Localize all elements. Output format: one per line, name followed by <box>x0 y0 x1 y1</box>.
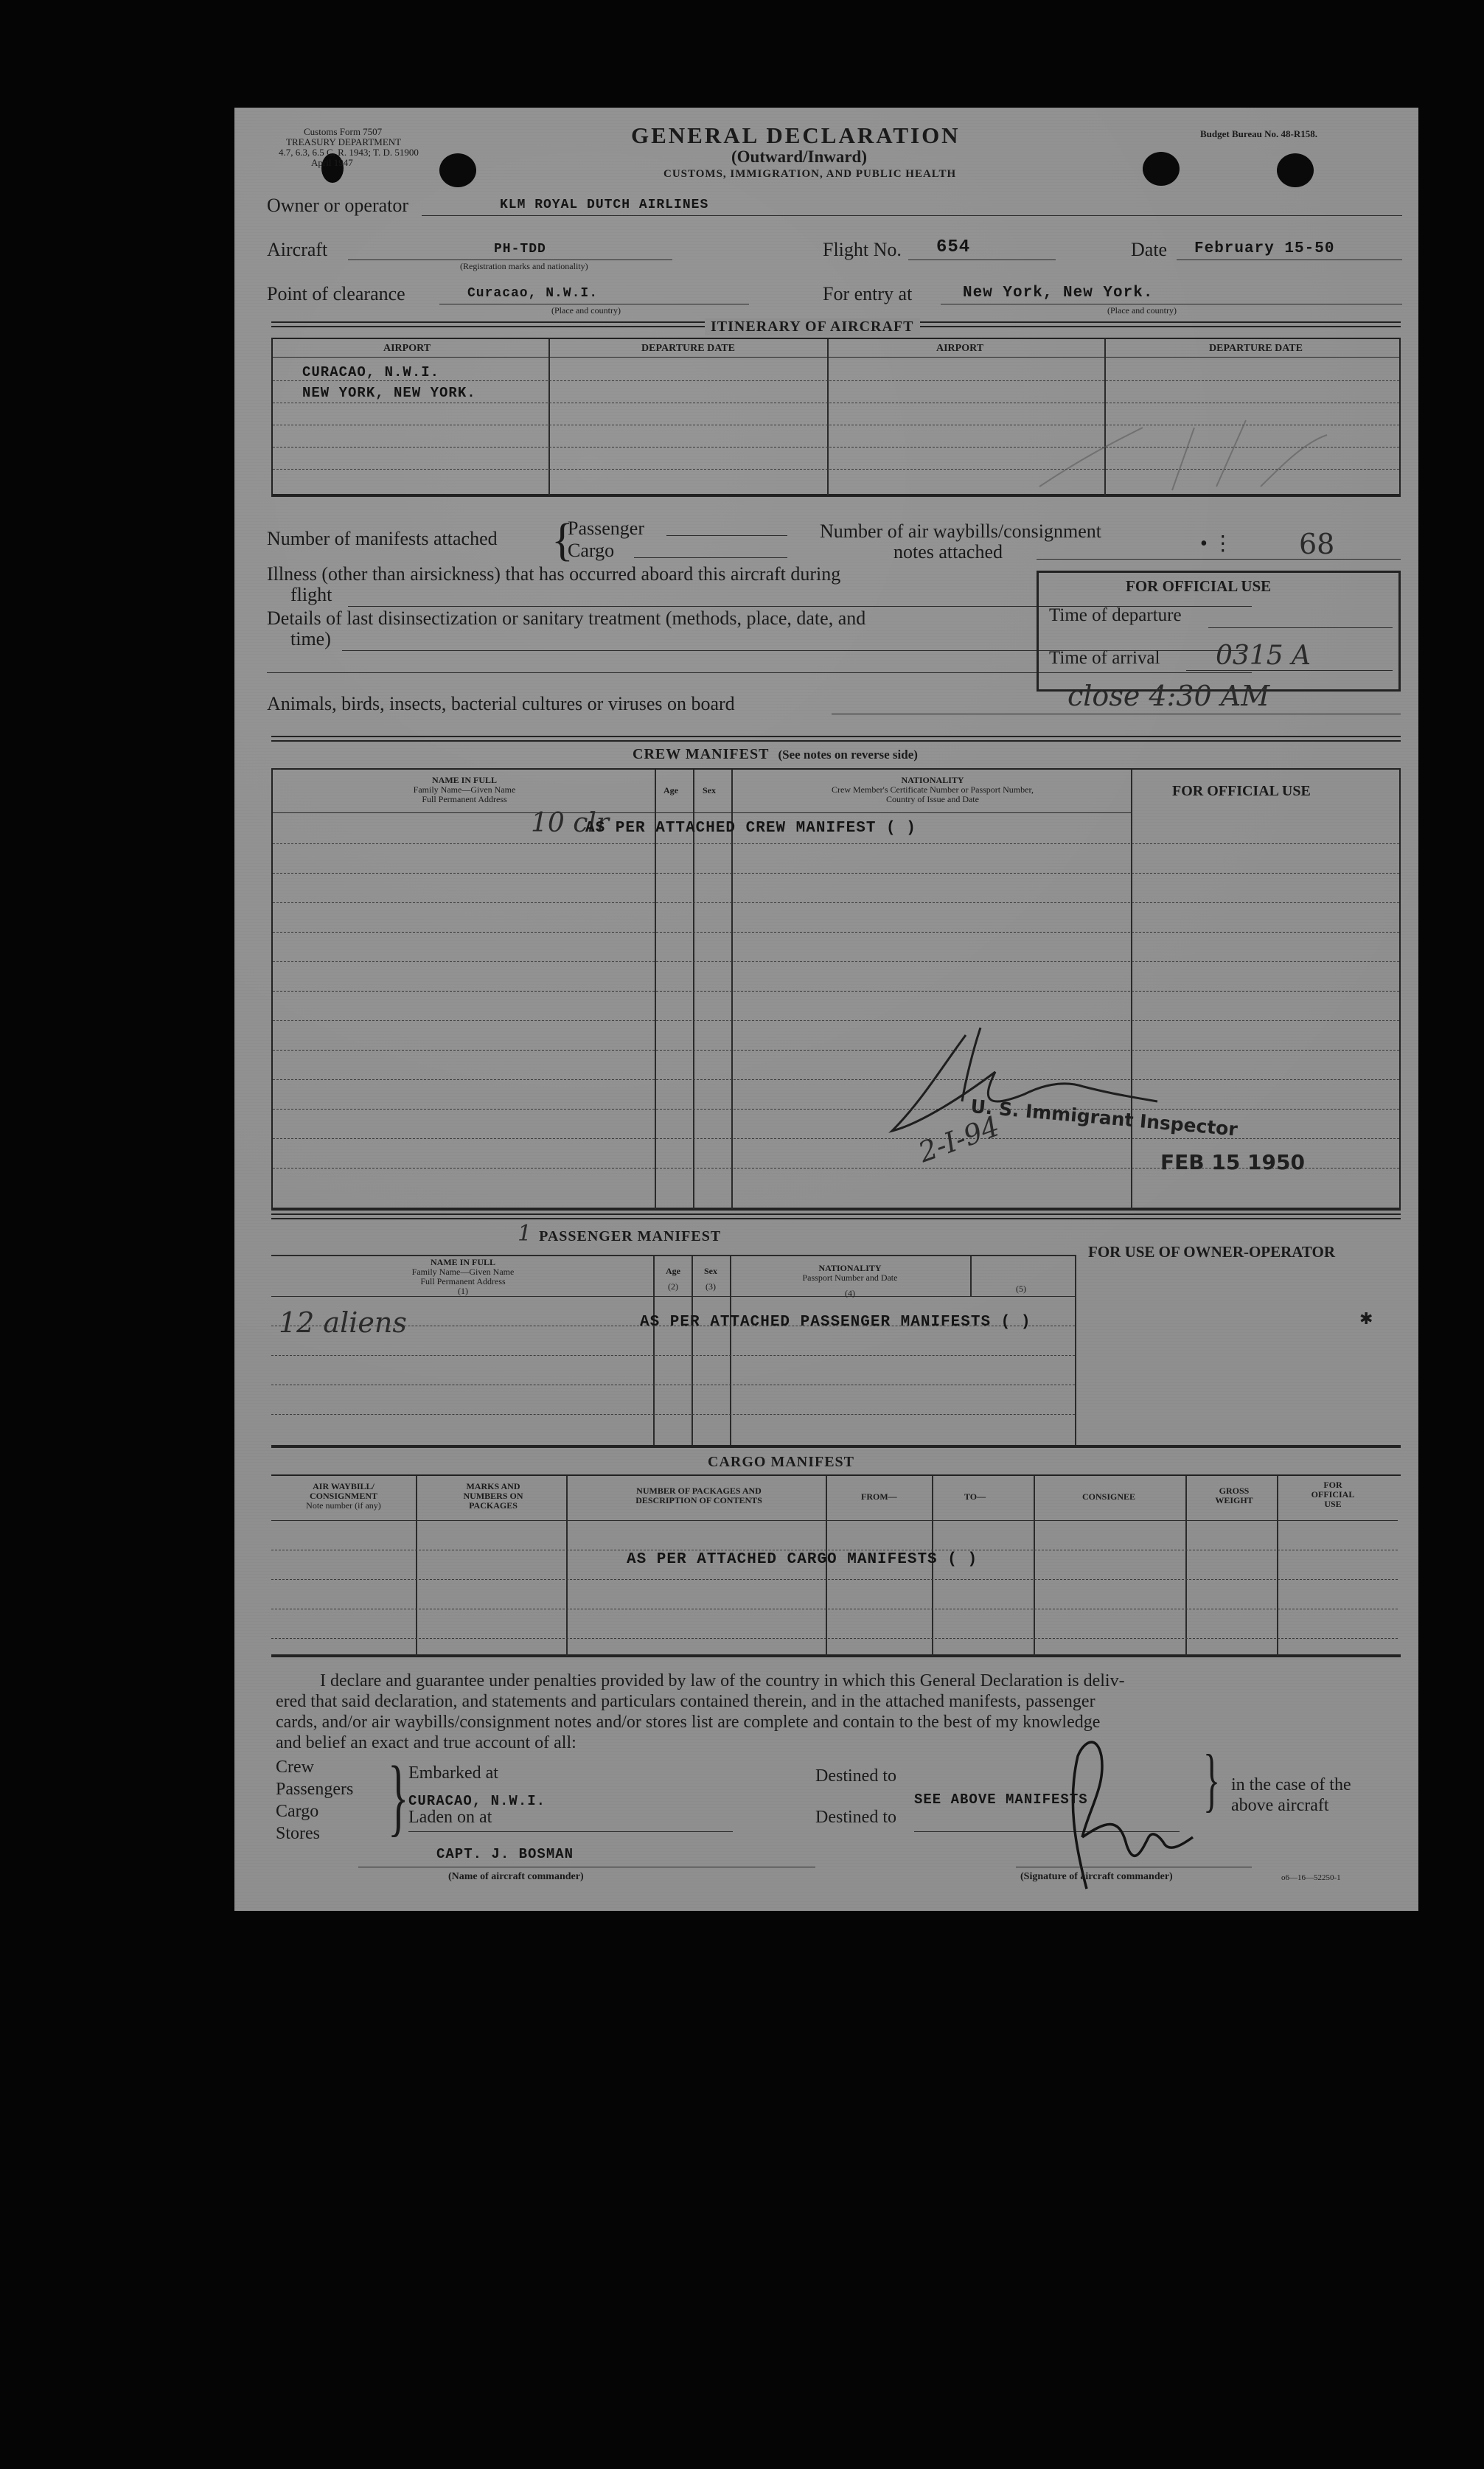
flight-label: Flight No. <box>823 239 902 260</box>
ink-dot: ✱ <box>1359 1309 1373 1328</box>
passenger-name-header <box>367 1258 559 1296</box>
details-label: Details of last disinsectization or sanitary treatment (methods, place, date, and <box>267 607 866 629</box>
illness-label: Illness (other than airsickness) that has occurred aboard this aircraft during <box>267 563 841 585</box>
crew-hand-count: 10 clr <box>531 808 610 838</box>
brace: } <box>388 1748 409 1845</box>
agencies-line: CUSTOMS, IMMIGRATION, AND PUBLIC HEALTH <box>663 168 957 180</box>
declaration-line: ered that said declaration, and statements and particulars contained therein, and in the attached manifests, passenger <box>276 1692 1095 1711</box>
crew-nationality-header <box>745 776 1121 804</box>
passenger-age-header <box>662 1267 684 1292</box>
header-line: DESCRIPTION OF CONTENTS <box>635 1495 762 1505</box>
owner-label: Owner or operator <box>267 195 409 216</box>
embarked-value: CURACAO, N.W.I. <box>408 1793 546 1809</box>
form-info-line: 4.7, 6.3, 6.5 C. R. 1943; T. D. 51900 <box>279 147 419 158</box>
itinerary-header: AIRPORT <box>936 343 984 354</box>
cargo-manifest-title: CARGO MANIFEST <box>708 1454 855 1470</box>
commander-name-label: (Name of aircraft commander) <box>448 1871 584 1882</box>
official-use-box <box>1037 571 1401 692</box>
print-code: o6—16—52250-1 <box>1281 1873 1341 1882</box>
form-info-line: Customs Form 7507 <box>304 126 383 137</box>
itinerary-airport: NEW YORK, NEW YORK. <box>302 385 476 401</box>
header-line: Family Name—Given Name <box>411 1267 515 1277</box>
header-line: Full Permanent Address <box>422 794 507 804</box>
list-item: Crew <box>276 1758 314 1777</box>
close-time-value: close 4:30 AM <box>1067 680 1270 712</box>
destined-label: Destined to <box>815 1766 896 1786</box>
header-line: FOR <box>1323 1480 1342 1490</box>
owner-operator-header: FOR USE OF OWNER-OPERATOR <box>1088 1243 1336 1261</box>
passenger-sex-header <box>700 1267 722 1292</box>
clearance-note: (Place and country) <box>551 305 621 316</box>
crew-sex-header: Sex <box>703 785 716 795</box>
commander-name: CAPT. J. BOSMAN <box>436 1846 574 1862</box>
header-line: PACKAGES <box>469 1500 518 1511</box>
header-line: Age <box>666 1266 680 1276</box>
header-line: (1) <box>458 1286 468 1296</box>
itinerary-header: DEPARTURE DATE <box>641 343 735 354</box>
laden-label: Laden on at <box>408 1808 492 1827</box>
illness-label: flight <box>290 584 332 605</box>
crew-manifest-table <box>271 768 1401 1211</box>
header-line: NATIONALITY <box>818 1263 882 1273</box>
header-line: USE <box>1324 1499 1342 1509</box>
itinerary-header: AIRPORT <box>383 343 431 354</box>
date-value: February 15-50 <box>1194 240 1335 257</box>
form-info-line: April 1947 <box>311 157 353 168</box>
arrival-time-label: Time of arrival <box>1049 648 1160 668</box>
page-title: GENERAL DECLARATION <box>631 122 961 148</box>
crew-official-header: FOR OFFICIAL USE <box>1172 783 1311 799</box>
header-line: Crew Member's Certificate Number or Passport Number, <box>832 784 1034 795</box>
in-case-text: in the case of the <box>1231 1775 1351 1794</box>
waybills-label: notes attached <box>893 541 1003 563</box>
header-line: Family Name—Given Name <box>413 784 516 795</box>
header-line: AIR WAYBILL/ <box>313 1481 375 1491</box>
pencil-dots: • ⋮ <box>1200 532 1233 555</box>
waybills-label: Number of air waybills/consignment <box>820 520 1101 542</box>
crew-note: (See notes on reverse side) <box>778 748 918 762</box>
in-case-text: above aircraft <box>1231 1796 1329 1815</box>
cargo-official-header <box>1289 1480 1377 1509</box>
itinerary-header: DEPARTURE DATE <box>1209 343 1303 354</box>
header-line: NATIONALITY <box>901 775 964 785</box>
header-line: MARKS AND <box>466 1481 520 1491</box>
crew-age-header: Age <box>663 785 678 795</box>
header-line: Full Permanent Address <box>420 1276 506 1286</box>
punch-hole <box>1277 153 1314 187</box>
form-info-line: TREASURY DEPARTMENT <box>286 136 402 147</box>
clearance-value: Curacao, N.W.I. <box>467 286 599 301</box>
passenger-typed-note: AS PER ATTACHED PASSENGER MANIFESTS ( ) <box>640 1314 1031 1331</box>
cargo-to-header: TO— <box>964 1491 986 1502</box>
header-line: Note number (if any) <box>306 1500 381 1511</box>
brace: { <box>551 515 574 565</box>
manifests-label: Number of manifests attached <box>267 528 498 549</box>
clearance-label: Point of clearance <box>267 283 405 304</box>
cargo-consignee-header: CONSIGNEE <box>1082 1491 1136 1502</box>
pencil-scribble <box>1025 413 1334 494</box>
crew-title: CREW MANIFEST <box>633 746 770 762</box>
declaration-line: and belief an exact and true account of all: <box>276 1733 576 1752</box>
cargo-typed-note: AS PER ATTACHED CARGO MANIFESTS ( ) <box>627 1551 978 1568</box>
general-declaration-form <box>234 108 1418 1911</box>
stamp-date: FEB 15 1950 <box>1160 1150 1305 1174</box>
header-line: Sex <box>704 1266 717 1276</box>
header-line: Country of Issue and Date <box>886 794 979 804</box>
passenger-title: PASSENGER MANIFEST <box>539 1228 722 1244</box>
passenger-manifest-table <box>271 1243 1401 1448</box>
header-line: WEIGHT <box>1215 1495 1253 1505</box>
header-line: Passport Number and Date <box>802 1272 898 1283</box>
owner-value: KLM ROYAL DUTCH AIRLINES <box>500 198 709 212</box>
declaration-line: I declare and guarantee under penalties provided by law of the country in which this General Declaration is deliv- <box>320 1671 1125 1690</box>
itinerary-table <box>271 338 1401 497</box>
page-subtitle: (Outward/Inward) <box>731 147 868 166</box>
header-line: NUMBER OF PACKAGES AND <box>636 1486 762 1496</box>
cargo-from-header: FROM— <box>861 1491 897 1502</box>
crew-manifest-title <box>633 746 918 763</box>
form-number <box>279 127 419 168</box>
destined-label: Destined to <box>815 1808 896 1827</box>
waybills-value: 68 <box>1299 528 1335 560</box>
itinerary-title: ITINERARY OF AIRCRAFT <box>705 318 920 335</box>
list-item: Passengers <box>276 1780 354 1799</box>
brace: } <box>1203 1740 1221 1819</box>
header-line: (2) <box>668 1281 678 1292</box>
list-item: Stores <box>276 1824 320 1843</box>
passenger-hand-count: 12 aliens <box>279 1306 407 1339</box>
aircraft-note: (Registration marks and nationality) <box>460 261 588 271</box>
inspector-stamp: U. S. Immigrant Inspector <box>969 1096 1239 1141</box>
header-line: NUMBERS ON <box>463 1491 523 1501</box>
destined-value: SEE ABOVE MANIFESTS <box>914 1791 1088 1808</box>
header-line: GROSS <box>1219 1486 1250 1496</box>
entry-value: New York, New York. <box>963 285 1154 302</box>
header-line: (3) <box>706 1281 716 1292</box>
crew-hand-code: 2-I-94 <box>914 1110 1004 1169</box>
header-line: (4) <box>845 1288 855 1298</box>
passenger-hand-prefix: 1 <box>518 1221 532 1247</box>
date-label: Date <box>1131 239 1168 260</box>
budget-number: Budget Bureau No. 48-R158. <box>1200 128 1318 139</box>
cargo-gross-header <box>1205 1486 1264 1505</box>
header-line: NAME IN FULL <box>431 775 497 785</box>
declaration-list <box>276 1756 353 1845</box>
arrival-time-value: 0315 A <box>1216 641 1311 671</box>
header-line: CONSIGNMENT <box>309 1491 377 1501</box>
crew-name-header <box>369 776 560 804</box>
declaration-text <box>276 1671 1125 1753</box>
embarked-label: Embarked at <box>408 1763 498 1783</box>
cargo-number-header <box>581 1486 817 1505</box>
cargo-waybill-header <box>277 1482 410 1511</box>
punch-hole <box>439 153 476 187</box>
details-label: time) <box>290 628 331 650</box>
signature-label: (Signature of aircraft commander) <box>1020 1871 1173 1882</box>
passenger-nationality-header <box>758 1264 942 1298</box>
list-item: Cargo <box>276 1802 319 1821</box>
entry-label: For entry at <box>823 283 913 304</box>
header-line: NAME IN FULL <box>430 1257 495 1267</box>
crew-typed-note: AS PER ATTACHED CREW MANIFEST ( ) <box>585 820 916 837</box>
itinerary-airport: CURACAO, N.W.I. <box>302 364 440 380</box>
cargo-manifest-table <box>271 1474 1401 1657</box>
animals-label: Animals, birds, insects, bacterial cultures or viruses on board <box>267 693 735 714</box>
passenger-col5-header: (5) <box>1016 1284 1026 1294</box>
flight-value: 654 <box>936 237 971 257</box>
official-title: FOR OFFICIAL USE <box>1126 577 1272 595</box>
passenger-manifest-title <box>518 1221 721 1247</box>
passenger-label: Passenger <box>568 518 644 539</box>
header-line: OFFICIAL <box>1311 1489 1355 1500</box>
declaration-line: cards, and/or air waybills/consignment notes and/or stores list are complete and contain to the best of my knowledge <box>276 1713 1101 1732</box>
departure-time-label: Time of departure <box>1049 605 1182 625</box>
aircraft-label: Aircraft <box>267 239 328 260</box>
entry-note: (Place and country) <box>1107 305 1177 316</box>
cargo-label: Cargo <box>568 540 615 561</box>
cargo-marks-header <box>431 1482 556 1511</box>
aircraft-value: PH-TDD <box>494 242 546 257</box>
punch-hole <box>1143 152 1180 186</box>
